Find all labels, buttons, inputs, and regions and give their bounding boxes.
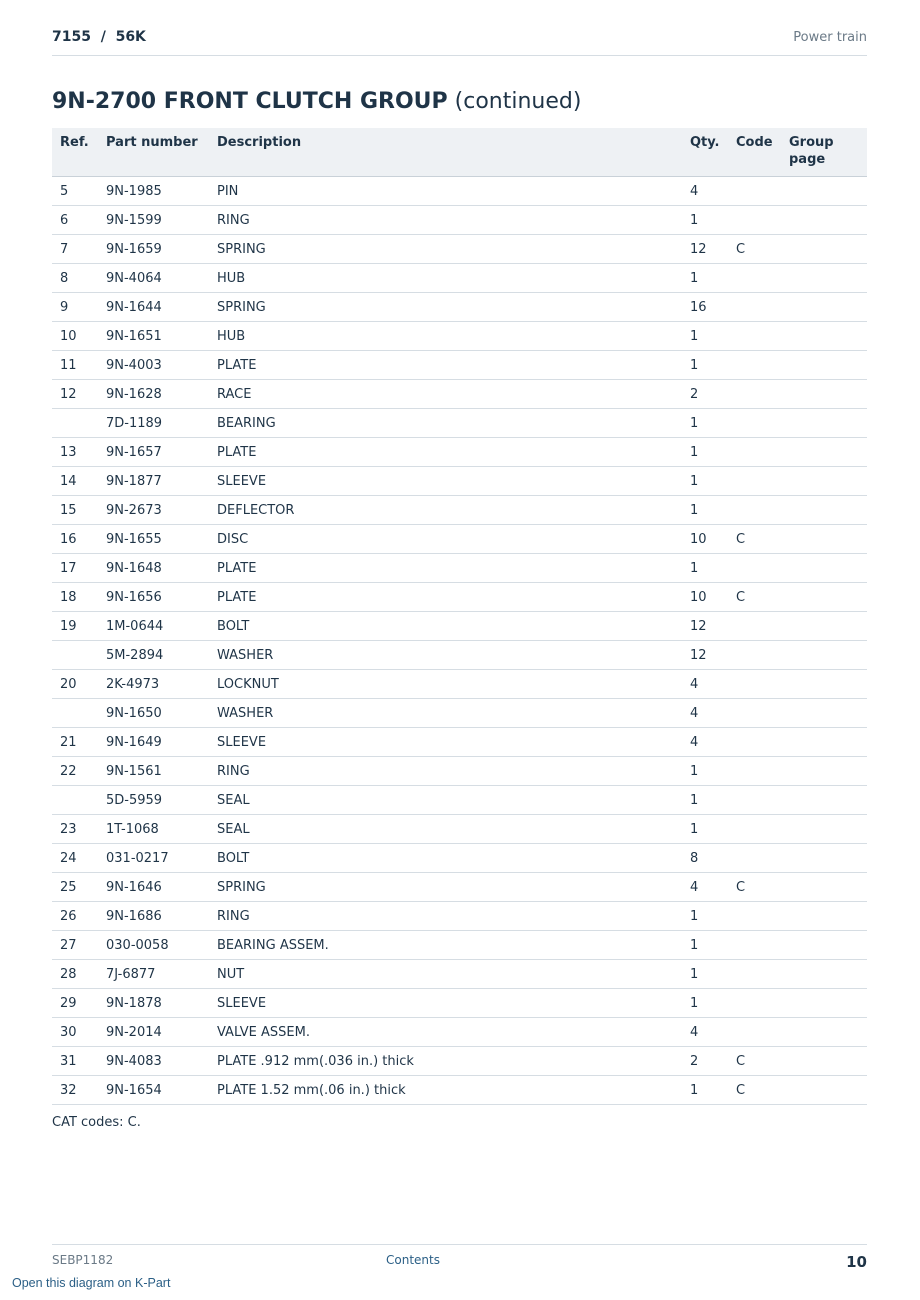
table-row bbox=[52, 612, 867, 641]
ref-cell: 7 bbox=[52, 235, 98, 264]
ref-cell: 23 bbox=[52, 815, 98, 844]
part-number-cell: 7D-1189 bbox=[98, 409, 209, 438]
table-row bbox=[52, 525, 867, 554]
table-row bbox=[52, 583, 867, 612]
group-page-cell bbox=[781, 235, 867, 264]
page-header bbox=[52, 29, 867, 56]
description-cell: PLATE 1.52 mm(.06 in.) thick bbox=[209, 1076, 682, 1105]
qty-cell: 1 bbox=[682, 496, 728, 525]
table-row bbox=[52, 960, 867, 989]
description-cell: SLEEVE bbox=[209, 467, 682, 496]
group-page-cell bbox=[781, 989, 867, 1018]
part-number-cell: 030-0058 bbox=[98, 931, 209, 960]
table-row bbox=[52, 699, 867, 728]
code-cell bbox=[728, 641, 781, 670]
ref-cell: 19 bbox=[52, 612, 98, 641]
part-number-cell: 5D-5959 bbox=[98, 786, 209, 815]
part-number-cell: 9N-1646 bbox=[98, 873, 209, 902]
ref-cell bbox=[52, 641, 98, 670]
ref-cell: 13 bbox=[52, 438, 98, 467]
ref-cell: 18 bbox=[52, 583, 98, 612]
code-cell bbox=[728, 728, 781, 757]
code-cell bbox=[728, 902, 781, 931]
qty-cell: 1 bbox=[682, 931, 728, 960]
qty-cell: 1 bbox=[682, 206, 728, 235]
table-row bbox=[52, 757, 867, 786]
column-header-group-page: Group page bbox=[781, 128, 867, 177]
description-cell: PIN bbox=[209, 177, 682, 206]
ref-cell: 10 bbox=[52, 322, 98, 351]
cat-codes-note: CAT codes: C. bbox=[52, 1115, 141, 1130]
group-page-cell bbox=[781, 844, 867, 873]
part-number-cell: 9N-1651 bbox=[98, 322, 209, 351]
group-page-cell bbox=[781, 902, 867, 931]
part-number-cell: 9N-1654 bbox=[98, 1076, 209, 1105]
group-page-cell bbox=[781, 699, 867, 728]
ref-cell: 28 bbox=[52, 960, 98, 989]
ref-cell bbox=[52, 786, 98, 815]
code-cell bbox=[728, 699, 781, 728]
part-number-cell: 9N-1599 bbox=[98, 206, 209, 235]
group-page-cell bbox=[781, 873, 867, 902]
ref-cell: 8 bbox=[52, 264, 98, 293]
column-header-code: Code bbox=[728, 128, 781, 177]
column-header-qty-label: Qty. bbox=[690, 135, 720, 150]
description-cell: WASHER bbox=[209, 699, 682, 728]
table-row bbox=[52, 496, 867, 525]
table-row bbox=[52, 235, 867, 264]
qty-cell: 4 bbox=[682, 728, 728, 757]
code-cell bbox=[728, 293, 781, 322]
group-title-suffix: (continued) bbox=[454, 89, 582, 114]
qty-cell: 1 bbox=[682, 902, 728, 931]
parts-table-body bbox=[52, 177, 867, 1105]
qty-cell: 1 bbox=[682, 989, 728, 1018]
group-page-cell bbox=[781, 264, 867, 293]
part-number-cell: 9N-1985 bbox=[98, 177, 209, 206]
group-page-cell bbox=[781, 815, 867, 844]
code-cell bbox=[728, 380, 781, 409]
code-cell bbox=[728, 554, 781, 583]
qty-cell: 4 bbox=[682, 1018, 728, 1047]
table-row bbox=[52, 1047, 867, 1076]
code-cell bbox=[728, 786, 781, 815]
description-cell: VALVE ASSEM. bbox=[209, 1018, 682, 1047]
description-cell: HUB bbox=[209, 264, 682, 293]
code-cell: C bbox=[728, 873, 781, 902]
code-cell: C bbox=[728, 583, 781, 612]
ref-cell bbox=[52, 699, 98, 728]
ref-cell: 29 bbox=[52, 989, 98, 1018]
qty-cell: 12 bbox=[682, 612, 728, 641]
description-cell: DEFLECTOR bbox=[209, 496, 682, 525]
group-page-cell bbox=[781, 177, 867, 206]
code-cell: C bbox=[728, 525, 781, 554]
ref-cell: 27 bbox=[52, 931, 98, 960]
contents-link[interactable]: Contents bbox=[386, 1253, 440, 1267]
description-cell: SPRING bbox=[209, 235, 682, 264]
qty-cell: 1 bbox=[682, 815, 728, 844]
ref-cell: 30 bbox=[52, 1018, 98, 1047]
qty-cell: 16 bbox=[682, 293, 728, 322]
group-page-cell bbox=[781, 409, 867, 438]
group-page-cell bbox=[781, 525, 867, 554]
code-cell bbox=[728, 960, 781, 989]
qty-cell: 1 bbox=[682, 786, 728, 815]
qty-cell: 4 bbox=[682, 699, 728, 728]
description-cell: BEARING bbox=[209, 409, 682, 438]
table-row bbox=[52, 786, 867, 815]
ref-cell: 22 bbox=[52, 757, 98, 786]
description-cell: BOLT bbox=[209, 844, 682, 873]
ref-cell: 9 bbox=[52, 293, 98, 322]
part-number-cell: 9N-1659 bbox=[98, 235, 209, 264]
part-number-cell: 9N-1878 bbox=[98, 989, 209, 1018]
ref-cell: 15 bbox=[52, 496, 98, 525]
page-number: 10 bbox=[846, 1253, 867, 1271]
qty-cell: 1 bbox=[682, 322, 728, 351]
part-number-cell: 7J-6877 bbox=[98, 960, 209, 989]
qty-cell: 1 bbox=[682, 1076, 728, 1105]
ref-cell: 6 bbox=[52, 206, 98, 235]
group-page-cell bbox=[781, 438, 867, 467]
description-cell: RING bbox=[209, 206, 682, 235]
description-cell: BEARING ASSEM. bbox=[209, 931, 682, 960]
qty-cell: 12 bbox=[682, 235, 728, 264]
group-page-cell bbox=[781, 931, 867, 960]
description-cell: PLATE bbox=[209, 583, 682, 612]
code-cell bbox=[728, 1018, 781, 1047]
description-cell: WASHER bbox=[209, 641, 682, 670]
group-page-cell bbox=[781, 496, 867, 525]
ref-cell: 5 bbox=[52, 177, 98, 206]
group-page-cell bbox=[781, 612, 867, 641]
part-number-cell: 9N-1648 bbox=[98, 554, 209, 583]
qty-cell: 12 bbox=[682, 641, 728, 670]
table-row bbox=[52, 177, 867, 206]
section-label: Power train bbox=[793, 30, 867, 45]
description-cell: SLEEVE bbox=[209, 989, 682, 1018]
ref-cell: 24 bbox=[52, 844, 98, 873]
part-number-cell: 9N-4064 bbox=[98, 264, 209, 293]
code-cell: C bbox=[728, 235, 781, 264]
part-number-cell: 9N-4083 bbox=[98, 1047, 209, 1076]
part-number-cell: 1T-1068 bbox=[98, 815, 209, 844]
code-cell bbox=[728, 467, 781, 496]
qty-cell: 4 bbox=[682, 670, 728, 699]
group-page-cell bbox=[781, 786, 867, 815]
part-number-cell: 9N-1649 bbox=[98, 728, 209, 757]
ref-cell: 26 bbox=[52, 902, 98, 931]
qty-cell: 1 bbox=[682, 409, 728, 438]
table-row bbox=[52, 380, 867, 409]
code-cell bbox=[728, 931, 781, 960]
table-row bbox=[52, 206, 867, 235]
qty-cell: 2 bbox=[682, 380, 728, 409]
table-row bbox=[52, 641, 867, 670]
table-row bbox=[52, 1076, 867, 1105]
code-cell bbox=[728, 409, 781, 438]
part-number-cell: 9N-1650 bbox=[98, 699, 209, 728]
part-number-cell: 9N-1877 bbox=[98, 467, 209, 496]
column-header-description: Description bbox=[209, 128, 682, 177]
ref-cell bbox=[52, 409, 98, 438]
table-row bbox=[52, 670, 867, 699]
table-row bbox=[52, 873, 867, 902]
code-cell bbox=[728, 322, 781, 351]
table-row bbox=[52, 728, 867, 757]
code-cell bbox=[728, 177, 781, 206]
ref-cell: 12 bbox=[52, 380, 98, 409]
part-number-cell: 9N-1561 bbox=[98, 757, 209, 786]
column-header-qty bbox=[682, 128, 728, 177]
code-cell: C bbox=[728, 1047, 781, 1076]
qty-cell: 4 bbox=[682, 177, 728, 206]
page-footer bbox=[52, 1244, 867, 1275]
part-number-cell: 9N-1644 bbox=[98, 293, 209, 322]
table-row bbox=[52, 931, 867, 960]
group-page-cell bbox=[781, 583, 867, 612]
description-cell: RING bbox=[209, 757, 682, 786]
code-cell bbox=[728, 989, 781, 1018]
group-page-cell bbox=[781, 757, 867, 786]
qty-cell: 8 bbox=[682, 844, 728, 873]
table-row bbox=[52, 293, 867, 322]
part-number-cell: 9N-4003 bbox=[98, 351, 209, 380]
part-number-cell: 1M-0644 bbox=[98, 612, 209, 641]
code-cell: C bbox=[728, 1076, 781, 1105]
part-number-cell: 2K-4973 bbox=[98, 670, 209, 699]
group-page-cell bbox=[781, 467, 867, 496]
qty-cell: 1 bbox=[682, 264, 728, 293]
table-row bbox=[52, 467, 867, 496]
description-cell: SPRING bbox=[209, 873, 682, 902]
code-cell bbox=[728, 264, 781, 293]
group-page-cell bbox=[781, 380, 867, 409]
group-page-cell bbox=[781, 206, 867, 235]
part-number-cell: 9N-1657 bbox=[98, 438, 209, 467]
description-cell: SLEEVE bbox=[209, 728, 682, 757]
qty-cell: 2 bbox=[682, 1047, 728, 1076]
part-number-cell: 9N-1686 bbox=[98, 902, 209, 931]
description-cell: PLATE .912 mm(.036 in.) thick bbox=[209, 1047, 682, 1076]
ref-cell: 16 bbox=[52, 525, 98, 554]
column-header-ref: Ref. bbox=[52, 128, 98, 177]
ref-cell: 25 bbox=[52, 873, 98, 902]
group-page-cell bbox=[781, 1047, 867, 1076]
group-page-cell bbox=[781, 322, 867, 351]
qty-cell: 1 bbox=[682, 960, 728, 989]
ref-cell: 32 bbox=[52, 1076, 98, 1105]
code-cell bbox=[728, 206, 781, 235]
part-number-cell: 9N-1628 bbox=[98, 380, 209, 409]
part-number-cell: 5M-2894 bbox=[98, 641, 209, 670]
code-cell bbox=[728, 670, 781, 699]
code-cell bbox=[728, 815, 781, 844]
description-cell: NUT bbox=[209, 960, 682, 989]
code-cell bbox=[728, 757, 781, 786]
ref-cell: 11 bbox=[52, 351, 98, 380]
parts-table bbox=[52, 128, 867, 1105]
group-page-cell bbox=[781, 1018, 867, 1047]
description-cell: SEAL bbox=[209, 815, 682, 844]
group-page-cell bbox=[781, 293, 867, 322]
qty-cell: 1 bbox=[682, 467, 728, 496]
part-number-cell: 9N-1655 bbox=[98, 525, 209, 554]
ref-cell: 20 bbox=[52, 670, 98, 699]
code-cell bbox=[728, 438, 781, 467]
table-row bbox=[52, 264, 867, 293]
description-cell: LOCKNUT bbox=[209, 670, 682, 699]
ref-cell: 21 bbox=[52, 728, 98, 757]
description-cell: BOLT bbox=[209, 612, 682, 641]
table-row bbox=[52, 989, 867, 1018]
table-row bbox=[52, 1018, 867, 1047]
table-row bbox=[52, 409, 867, 438]
description-cell: RING bbox=[209, 902, 682, 931]
table-row bbox=[52, 902, 867, 931]
description-cell: PLATE bbox=[209, 554, 682, 583]
table-row bbox=[52, 438, 867, 467]
group-title-main: 9N-2700 FRONT CLUTCH GROUP bbox=[52, 89, 448, 114]
description-cell: DISC bbox=[209, 525, 682, 554]
code-cell bbox=[728, 496, 781, 525]
qty-cell: 10 bbox=[682, 525, 728, 554]
qty-cell: 1 bbox=[682, 438, 728, 467]
group-page-cell bbox=[781, 670, 867, 699]
model-label: 7155 / 56K bbox=[52, 29, 146, 45]
description-cell: PLATE bbox=[209, 438, 682, 467]
kpart-diagram-link[interactable]: Open this diagram on K-Part bbox=[12, 1276, 171, 1290]
ref-cell: 17 bbox=[52, 554, 98, 583]
qty-cell: 10 bbox=[682, 583, 728, 612]
group-page-cell bbox=[781, 554, 867, 583]
qty-cell: 1 bbox=[682, 351, 728, 380]
group-page-cell bbox=[781, 960, 867, 989]
code-cell bbox=[728, 844, 781, 873]
qty-cell: 4 bbox=[682, 873, 728, 902]
description-cell: RACE bbox=[209, 380, 682, 409]
ref-cell: 14 bbox=[52, 467, 98, 496]
description-cell: SEAL bbox=[209, 786, 682, 815]
qty-cell: 1 bbox=[682, 757, 728, 786]
description-cell: PLATE bbox=[209, 351, 682, 380]
table-row bbox=[52, 844, 867, 873]
parts-table-header bbox=[52, 128, 867, 177]
table-row bbox=[52, 351, 867, 380]
table-row bbox=[52, 554, 867, 583]
description-cell: HUB bbox=[209, 322, 682, 351]
code-cell bbox=[728, 612, 781, 641]
part-number-cell: 031-0217 bbox=[98, 844, 209, 873]
group-page-cell bbox=[781, 728, 867, 757]
group-page-cell bbox=[781, 351, 867, 380]
group-page-cell bbox=[781, 641, 867, 670]
group-title bbox=[52, 89, 581, 114]
ref-cell: 31 bbox=[52, 1047, 98, 1076]
document-id: SEBP1182 bbox=[52, 1253, 114, 1267]
part-number-cell: 9N-1656 bbox=[98, 583, 209, 612]
group-page-cell bbox=[781, 1076, 867, 1105]
part-number-cell: 9N-2673 bbox=[98, 496, 209, 525]
table-row bbox=[52, 815, 867, 844]
qty-cell: 1 bbox=[682, 554, 728, 583]
table-row bbox=[52, 322, 867, 351]
column-header-part-number: Part number bbox=[98, 128, 209, 177]
part-number-cell: 9N-2014 bbox=[98, 1018, 209, 1047]
description-cell: SPRING bbox=[209, 293, 682, 322]
code-cell bbox=[728, 351, 781, 380]
